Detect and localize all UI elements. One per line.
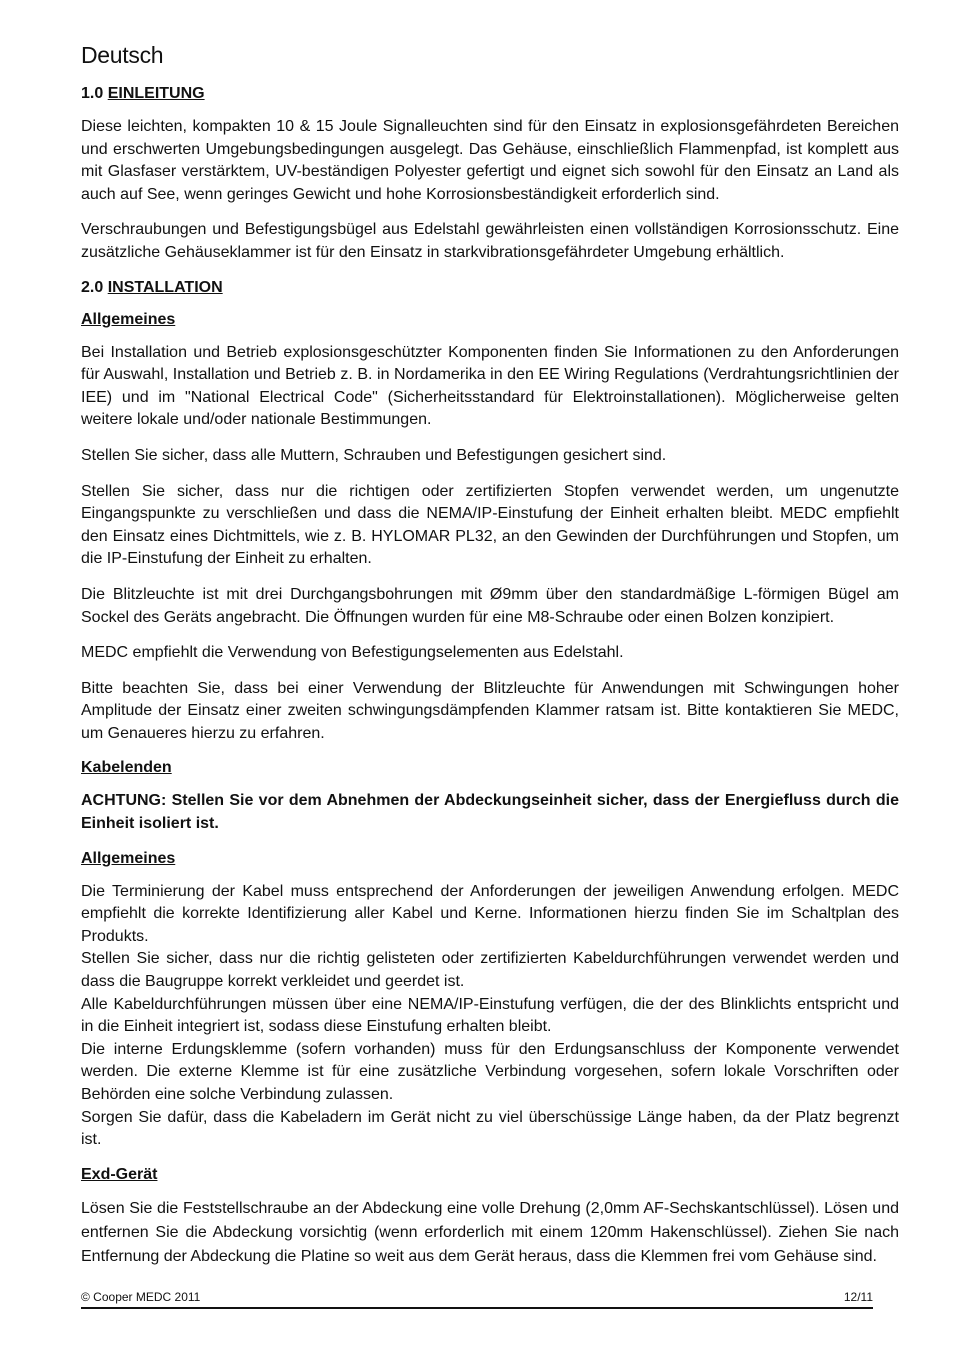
section-number: 2.0 (81, 278, 104, 296)
section-title: EINLEITUNG (107, 85, 205, 102)
install-paragraph-3: Stellen Sie sicher, dass nur die richtigen oder zertifizierten Stopfen verwendet werden, um ungenutzte Eingangspunkte zu verschließen und dass die NEMA/IP-Einstufung der Einheit erhalten bleibt. MEDC empfiehlt den Einsatz eines Dichtmittels, wie z. B. HYLOMAR PL32, an den Gewinden der Durchführungen und Stopfen, um die IP-Einstufung der Einheit zu erhalten. (81, 482, 899, 568)
subheading-exd-device: Exd-Gerät (81, 1165, 158, 1183)
intro-paragraph-2: Verschraubungen und Befestigungsbügel aus Edelstahl gewährleisten einen vollständigen Korrosionsschutz. Eine zusätzliche Gehäuseklammer ist für den Einsatz in starkvibrationsgefährdeter Umgebung erhältlich. (81, 221, 899, 261)
cable-paragraph-5: Sorgen Sie dafür, dass die Kabeladern im Gerät nicht zu viel überschüssige Länge haben, da der Platz begrenzt ist. (81, 1108, 899, 1149)
cable-paragraph-1: Die Terminierung der Kabel muss entsprechend der Anforderungen der jeweiligen Anwendung erfolgen. MEDC empfiehlt die korrekte Identifizierung aller Kabel und Kerne. Informationen hierzu finden Sie im Schaltplan des Produkts. (81, 882, 899, 945)
cable-paragraph-4: Die interne Erdungsklemme (sofern vorhanden) muss für den Erdungsanschluss der Komponente verwendet werden. Die externe Klemme ist für eine zusätzliche Verbindung vorgesehen, sofern lokale Vorschriften oder Behörden eine solche Verbindung zulassen. (81, 1040, 899, 1103)
install-paragraph-5: MEDC empfiehlt die Verwendung von Befestigungselementen aus Edelstahl. (81, 644, 624, 662)
document-page (81, 40, 899, 1282)
section-number: 1.0 (81, 85, 104, 102)
intro-paragraph-1: Diese leichten, kompakten 10 & 15 Joule Signalleuchten sind für den Einsatz in explosionsgefährdeten Bereichen und erschwerten Umgebungsbedingungen ausgelegt. Das Gehäuse, einschließlich Flammenpfad, ist komplett aus mit Glasfaser verstärktem, UV-beständigen Polyester gefertigt und eignet sich sowohl für den Einsatz an Land als auch auf See, wenn geringes Gewicht und hohe Korrosionsbeständigkeit erforderlich sind. (81, 118, 899, 203)
exd-paragraph-1: Lösen Sie die Feststellschraube an der Abdeckung eine volle Drehung (2,0mm AF-Sechskantschlüssel). Lösen und entfernen Sie die Abdeckung vorsichtig (wenn erforderlich mit einem 120mm Hakenschlüssel). Ziehen Sie nach Entfernung der Abdeckung die Platine so weit aus dem Gerät heraus, dass die Klemmen frei vom Gehäuse sind. (81, 1199, 899, 1265)
cable-paragraphs (81, 881, 899, 1152)
section-title: INSTALLATION (107, 278, 223, 296)
language-heading: Deutsch (81, 42, 164, 68)
warning-text: ACHTUNG: Stellen Sie vor dem Abnehmen der Abdeckungseinheit sicher, dass der Energiefluss durch die Einheit isoliert ist. (81, 792, 899, 833)
install-paragraph-2: Stellen Sie sicher, dass alle Muttern, Schrauben und Befestigungen gesichert sind. (81, 446, 667, 464)
subheading-cable-ends: Kabelenden (81, 759, 172, 777)
revision-date: 12/11 (843, 1290, 873, 1304)
install-paragraph-6: Bitte beachten Sie, dass bei einer Verwendung der Blitzleuchte für Anwendungen mit Schwingungen hoher Amplitude der Einsatz einer zweiten schwingungsdämpfenden Klammer ratsam ist. Bitte kontaktieren Sie MEDC, um Genaueres hierzu zu erfahren. (81, 679, 899, 742)
page-footer (81, 1288, 873, 1309)
install-paragraph-4: Die Blitzleuchte ist mit drei Durchgangsbohrungen mit Ø9mm über den standardmäßige L-förmigen Bügel am Sockel des Geräts angebracht. Die Öffnungen wurden für eine M8-Schraube oder einen Bolzen konzipiert. (81, 585, 899, 626)
copyright-text: © Cooper MEDC 2011 (81, 1290, 201, 1304)
cable-paragraph-2: Stellen Sie sicher, dass nur die richtig gelisteten oder zertifizierten Kabeldurchführungen verwendet werden und dass die Baugruppe korrekt verkleidet und geerdet ist. (81, 950, 899, 991)
section-heading-introduction (81, 84, 899, 104)
subheading-general-2: Allgemeines (81, 849, 176, 867)
install-paragraph-1: Bei Installation und Betrieb explosionsgeschützter Komponenten finden Sie Informationen zu den Anforderungen für Auswahl, Installation und Betrieb z. B. in Nordamerika in den EE Wiring Regulations (Verdrahtungsrichtlinien der IEE) und im "National Electrical Code" (Sicherheitsstandard für Elektroinstallationen). Möglicherweise gelten weitere lokale und/oder nationale Bestimmungen. (81, 343, 899, 429)
section-heading-installation (81, 278, 899, 298)
subheading-general: Allgemeines (81, 310, 176, 328)
cable-paragraph-3: Alle Kabeldurchführungen müssen über eine NEMA/IP-Einstufung verfügen, die der des Blinklichts entspricht und in die Einheit integriert ist, sodass diese Einstufung erhalten bleibt. (81, 995, 899, 1036)
